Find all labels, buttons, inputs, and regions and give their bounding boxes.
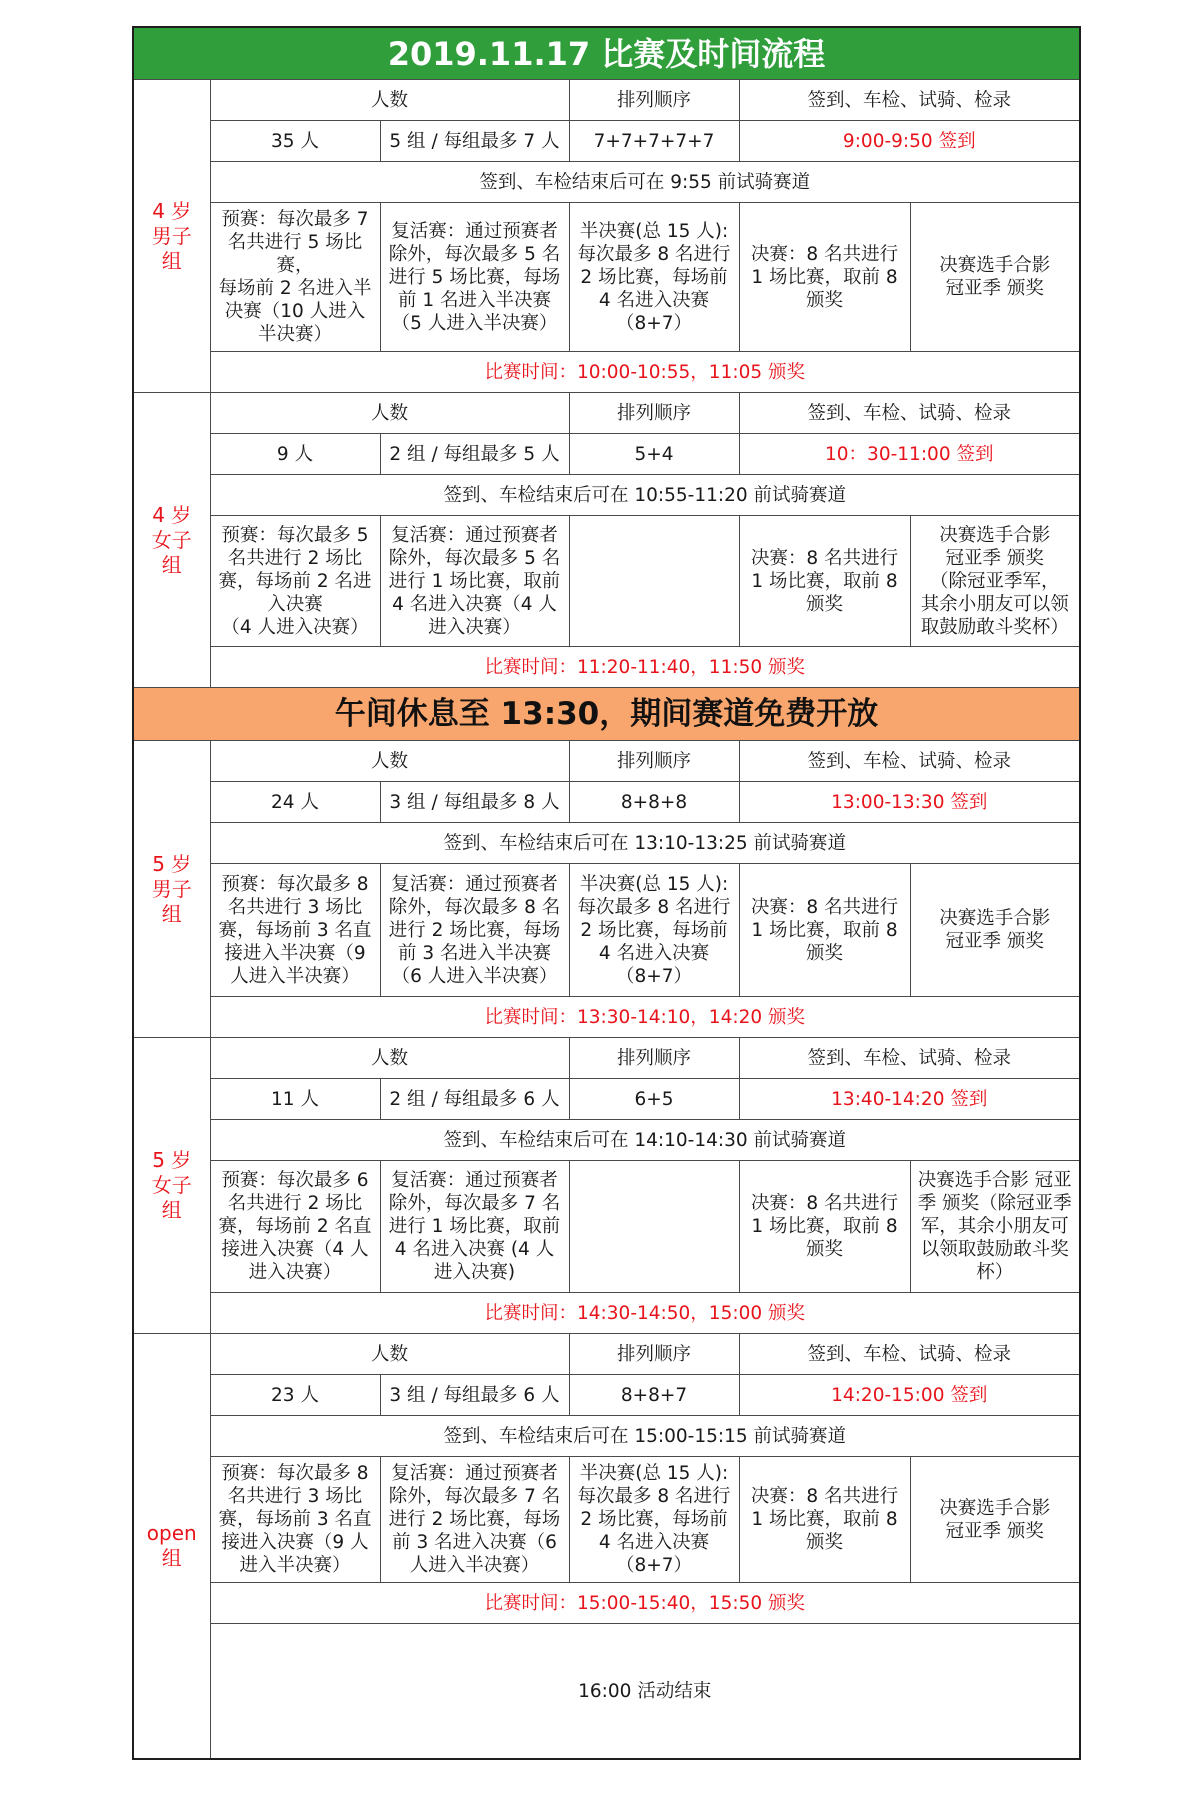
- group-3-prelim-cell: [210, 864, 380, 997]
- group-2-label: 4 岁 女子 组: [133, 393, 210, 688]
- group-3-final: 决赛：8 名共进行 1 场比赛，取前 8 颁奖: [750, 896, 899, 964]
- group-5-semifinal-cell: [569, 1457, 739, 1583]
- group-2-details-row: [133, 516, 1080, 647]
- group-1-checkin: 9:00-9:50 签到: [739, 121, 1080, 162]
- group-1-note: 签到、车检结束后可在 9:55 前试骑赛道: [210, 162, 1080, 203]
- group-5-header-order: 排列顺序: [569, 1334, 739, 1375]
- end-row: [133, 1624, 1080, 1760]
- group-5-final: 决赛：8 名共进行 1 场比赛，取前 8 颁奖: [750, 1486, 899, 1553]
- group-1-data-row: [133, 121, 1080, 162]
- group-3-award-cell: [910, 864, 1080, 997]
- group-5-award: 决赛选手合影 冠亚季 颁奖: [939, 1497, 1051, 1542]
- group-3-header-order: 排列顺序: [569, 741, 739, 782]
- group-1-award: 决赛选手合影 冠亚季 颁奖: [939, 255, 1051, 299]
- group-2-prelim: 预赛：每次最多 5 名共进行 2 场比赛，每场前 2 名进入决赛 （4 人进入决赛）: [218, 524, 372, 638]
- page-title: 2019.11.17 比赛及时间流程: [133, 27, 1080, 80]
- group-5-data-row: [133, 1375, 1080, 1416]
- group-4-final: 决赛：8 名共进行 1 场比赛，取前 8 颁奖: [750, 1193, 899, 1260]
- group-5-prelim: 预赛：每次最多 8 名共进行 3 场比赛，每场前 3 名直接进入决赛（9 人进入半决赛）: [218, 1463, 372, 1576]
- group-5-count: 23 人: [210, 1375, 380, 1416]
- group-2-header-checkin: 签到、车检、试骑、检录: [739, 393, 1080, 434]
- group-2-header-order: 排列顺序: [569, 393, 739, 434]
- group-2-note: 签到、车检结束后可在 10:55-11:20 前试骑赛道: [210, 475, 1080, 516]
- group-3-repechage-cell: [380, 864, 569, 997]
- group-1-groups: 5 组 / 每组最多 7 人: [380, 121, 569, 162]
- group-3-award: 决赛选手合影 冠亚季 颁奖: [939, 908, 1051, 952]
- group-1-prelim: 预赛：每次最多 7 名共进行 5 场比赛， 每场前 2 名进入半决赛（10 人进入半决赛）: [218, 209, 372, 345]
- group-1-header-count: 人数: [210, 80, 569, 121]
- group-1-final: 决赛：8 名共进行 1 场比赛，取前 8 颁奖: [750, 243, 899, 311]
- group-4-header-row: [133, 1038, 1080, 1079]
- group-1-repechage: 复活赛：通过预赛者除外，每次最多 5 名进行 5 场比赛，每场前 1 名进入半决赛（5 人进入半决赛）: [388, 220, 561, 334]
- group-5-repechage-cell: [380, 1457, 569, 1583]
- group-3-semifinal: 半决赛(总 15 人):每次最多 8 名进行 2 场比赛，每场前 4 名进入决赛 （8+7）: [577, 873, 731, 987]
- group-4-data-row: [133, 1079, 1080, 1120]
- group-5-order: 8+8+7: [569, 1375, 739, 1416]
- group-4-repechage-cell: [380, 1161, 569, 1293]
- group-4-order: 6+5: [569, 1079, 739, 1120]
- group-4-prelim-cell: [210, 1161, 380, 1293]
- group-1-header-row: [133, 80, 1080, 121]
- group-3-header-count: 人数: [210, 741, 569, 782]
- group-5-header-count: 人数: [210, 1334, 569, 1375]
- group-3-time-row: [133, 997, 1080, 1038]
- group-5-checkin: 14:20-15:00 签到: [739, 1375, 1080, 1416]
- group-2-repechage: 复活赛：通过预赛者除外，每次最多 5 名进行 1 场比赛，取前 4 名进入决赛（4 人进入决赛）: [388, 524, 561, 638]
- group-2-final: 决赛：8 名共进行 1 场比赛，取前 8 颁奖: [750, 547, 899, 615]
- group-3-checkin: 13:00-13:30 签到: [739, 782, 1080, 823]
- group-5-semifinal: 半决赛(总 15 人):每次最多 8 名进行 2 场比赛，每场前 4 名进入决赛 （8+7）: [577, 1463, 731, 1576]
- group-2-award: 决赛选手合影 冠亚季 颁奖 （除冠亚季军， 其余小朋友可以领取鼓励敢斗奖杯）: [920, 524, 1069, 638]
- group-4-header-count: 人数: [210, 1038, 569, 1079]
- group-4-prelim: 预赛：每次最多 6 名共进行 2 场比赛，每场前 2 名直接进入决赛（4 人进入决赛）: [218, 1170, 372, 1283]
- group-2-checkin: 10：30-11:00 签到: [739, 434, 1080, 475]
- group-1-details-row: [133, 203, 1080, 352]
- group-5-label: open 组: [133, 1334, 210, 1760]
- group-1-time: 比赛时间：10:00-10:55，11:05 颁奖: [210, 352, 1080, 393]
- group-2-groups: 2 组 / 每组最多 5 人: [380, 434, 569, 475]
- group-5-repechage: 复活赛：通过预赛者除外，每次最多 7 名进行 2 场比赛，每场前 3 名进入决赛（6 人进入半决赛）: [388, 1463, 561, 1576]
- group-3-semifinal-cell: [569, 864, 739, 997]
- group-3-note-row: [133, 823, 1080, 864]
- group-2-count: 9 人: [210, 434, 380, 475]
- group-4-award: 决赛选手合影 冠亚季 颁奖（除冠亚季军，其余小朋友可以领取鼓励敢斗奖杯）: [917, 1170, 1072, 1283]
- group-5-groups: 3 组 / 每组最多 6 人: [380, 1375, 569, 1416]
- group-3-order: 8+8+8: [569, 782, 739, 823]
- group-2-prelim-cell: [210, 516, 380, 647]
- group-2-award-cell: [910, 516, 1080, 647]
- group-3-final-cell: [739, 864, 910, 997]
- group-4-groups: 2 组 / 每组最多 6 人: [380, 1079, 569, 1120]
- title-row: [133, 27, 1080, 80]
- group-5-note-row: [133, 1416, 1080, 1457]
- group-2-time: 比赛时间：11:20-11:40，11:50 颁奖: [210, 647, 1080, 688]
- group-1-prelim-cell: [210, 203, 380, 352]
- group-5-final-cell: [739, 1457, 910, 1583]
- group-5-prelim-cell: [210, 1457, 380, 1583]
- group-4-time: 比赛时间：14:30-14:50，15:00 颁奖: [210, 1293, 1080, 1334]
- group-4-note: 签到、车检结束后可在 14:10-14:30 前试骑赛道: [210, 1120, 1080, 1161]
- group-4-count: 11 人: [210, 1079, 380, 1120]
- group-2-note-row: [133, 475, 1080, 516]
- group-4-semifinal-cell: [569, 1161, 739, 1293]
- group-3-header-row: [133, 741, 1080, 782]
- group-1-order: 7+7+7+7+7: [569, 121, 739, 162]
- group-4-time-row: [133, 1293, 1080, 1334]
- group-3-repechage: 复活赛：通过预赛者除外，每次最多 8 名进行 2 场比赛，每场前 3 名进入半决赛（6 人进入半决赛）: [388, 873, 561, 987]
- group-4-checkin: 13:40-14:20 签到: [739, 1079, 1080, 1120]
- group-3-note: 签到、车检结束后可在 13:10-13:25 前试骑赛道: [210, 823, 1080, 864]
- group-1-repechage-cell: [380, 203, 569, 352]
- group-3-header-checkin: 签到、车检、试骑、检录: [739, 741, 1080, 782]
- group-3-data-row: [133, 782, 1080, 823]
- group-5-time: 比赛时间：15:00-15:40，15:50 颁奖: [210, 1583, 1080, 1624]
- group-5-details-row: [133, 1457, 1080, 1583]
- event-end-text: 16:00 活动结束: [210, 1624, 1080, 1760]
- group-2-header-row: [133, 393, 1080, 434]
- group-5-note: 签到、车检结束后可在 15:00-15:15 前试骑赛道: [210, 1416, 1080, 1457]
- schedule-table: [132, 26, 1081, 1760]
- group-3-details-row: [133, 864, 1080, 997]
- group-3-prelim: 预赛：每次最多 8 名共进行 3 场比赛，每场前 3 名直接进入半决赛（9 人进入半决赛）: [218, 873, 372, 987]
- group-4-header-checkin: 签到、车检、试骑、检录: [739, 1038, 1080, 1079]
- group-2-semifinal-cell: [569, 516, 739, 647]
- group-4-label: 5 岁 女子 组: [133, 1038, 210, 1334]
- group-5-header-row: [133, 1334, 1080, 1375]
- break-row: [133, 688, 1080, 741]
- group-2-header-count: 人数: [210, 393, 569, 434]
- group-1-note-row: [133, 162, 1080, 203]
- group-1-label: 4 岁 男子 组: [133, 80, 210, 393]
- group-2-time-row: [133, 647, 1080, 688]
- group-1-final-cell: [739, 203, 910, 352]
- group-4-note-row: [133, 1120, 1080, 1161]
- group-5-award-cell: [910, 1457, 1080, 1583]
- group-1-semifinal-cell: [569, 203, 739, 352]
- group-3-groups: 3 组 / 每组最多 8 人: [380, 782, 569, 823]
- group-2-data-row: [133, 434, 1080, 475]
- group-3-time: 比赛时间：13:30-14:10，14:20 颁奖: [210, 997, 1080, 1038]
- group-3-count: 24 人: [210, 782, 380, 823]
- group-1-award-cell: [910, 203, 1080, 352]
- group-5-header-checkin: 签到、车检、试骑、检录: [739, 1334, 1080, 1375]
- group-3-label: 5 岁 男子 组: [133, 741, 210, 1038]
- group-5-time-row: [133, 1583, 1080, 1624]
- group-1-count: 35 人: [210, 121, 380, 162]
- group-2-order: 5+4: [569, 434, 739, 475]
- group-4-repechage: 复活赛：通过预赛者除外，每次最多 7 名进行 1 场比赛，取前 4 名进入决赛 (4 人进入决赛): [388, 1170, 561, 1283]
- group-4-final-cell: [739, 1161, 910, 1293]
- group-4-award-cell: [910, 1161, 1080, 1293]
- group-4-details-row: [133, 1161, 1080, 1293]
- group-1-header-checkin: 签到、车检、试骑、检录: [739, 80, 1080, 121]
- group-1-semifinal: 半决赛(总 15 人):每次最多 8 名进行 2 场比赛，每场前 4 名进入决赛 （8+7）: [577, 220, 731, 334]
- lunch-break-banner: 午间休息至 13:30，期间赛道免费开放: [133, 688, 1080, 741]
- group-1-time-row: [133, 352, 1080, 393]
- group-2-final-cell: [739, 516, 910, 647]
- group-1-header-order: 排列顺序: [569, 80, 739, 121]
- group-4-header-order: 排列顺序: [569, 1038, 739, 1079]
- group-2-repechage-cell: [380, 516, 569, 647]
